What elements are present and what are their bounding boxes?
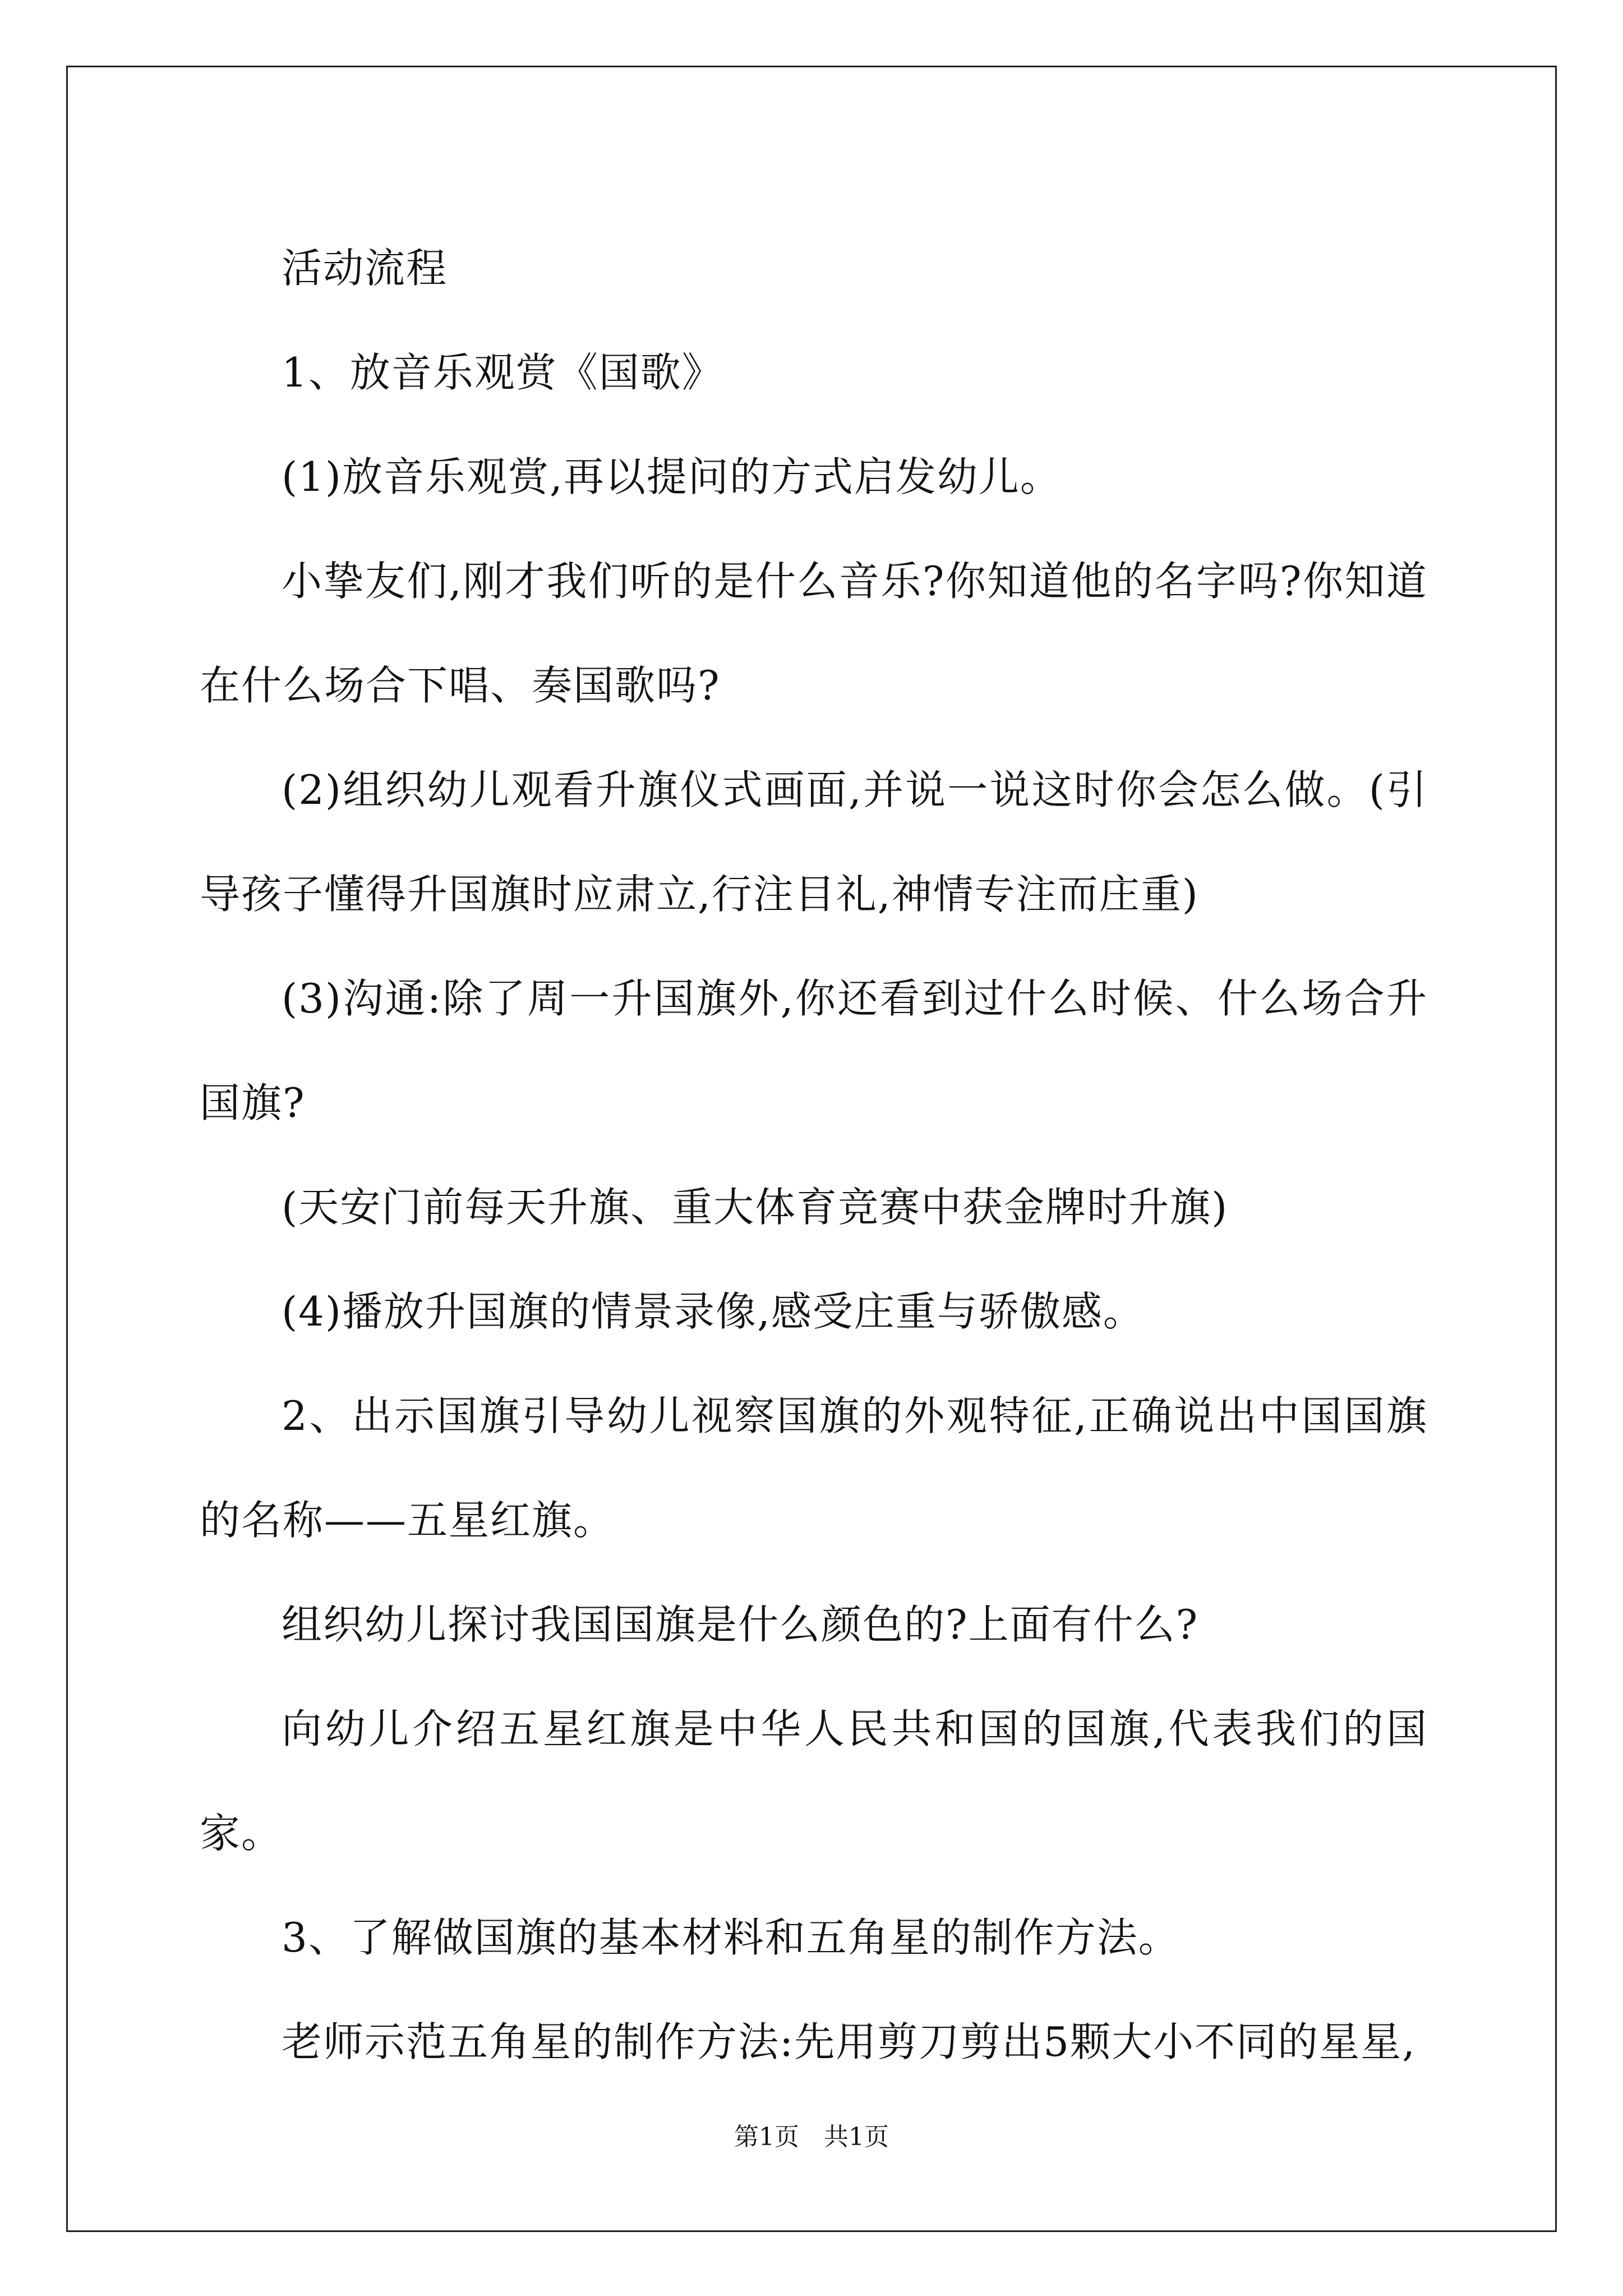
paragraph: 活动流程 xyxy=(282,245,448,292)
paragraph: (2)组织幼儿观看升旗仪式画面,并说一说这时你会怎么做。(引导孩子懂得升国旗时应肃立,行注目礼,神情专注而庄重) xyxy=(200,766,1428,918)
paragraph: 3、了解做国旗的基本材料和五角星的制作方法。 xyxy=(282,1914,1180,1961)
paragraph: 2、出示国旗引导幼儿视察国旗的外观特征,正确说出中国国旗的名称——五星红旗。 xyxy=(200,1392,1428,1544)
paragraph: 向幼儿介绍五星红旗是中华人民共和国的国旗,代表我们的国家。 xyxy=(200,1705,1428,1857)
paragraph: 组织幼儿探讨我国国旗是什么颜色的?上面有什么? xyxy=(282,1601,1199,1648)
paragraph: (1)放音乐观赏,再以提问的方式启发幼儿。 xyxy=(282,453,1062,500)
page-number-footer: 第1页 共1页 xyxy=(734,2123,889,2151)
paragraph: 老师示范五角星的制作方法:先用剪刀剪出5颗大小不同的星星, xyxy=(282,2018,1416,2065)
paragraph: 1、放音乐观赏《国歌》 xyxy=(282,349,723,396)
paragraph: (3)沟通:除了周一升国旗外,你还看到过什么时候、什么场合升国旗? xyxy=(200,975,1428,1126)
paragraph: (4)播放升国旗的情景录像,感受庄重与骄傲感。 xyxy=(282,1288,1145,1335)
document-body xyxy=(200,216,1428,2094)
paragraph: 小挚友们,刚才我们听的是什么音乐?你知道他的名字吗?你知道在什么场合下唱、奏国歌吗? xyxy=(200,558,1428,709)
paragraph: (天安门前每天升旗、重大体育竞赛中获金牌时升旗) xyxy=(282,1184,1229,1231)
